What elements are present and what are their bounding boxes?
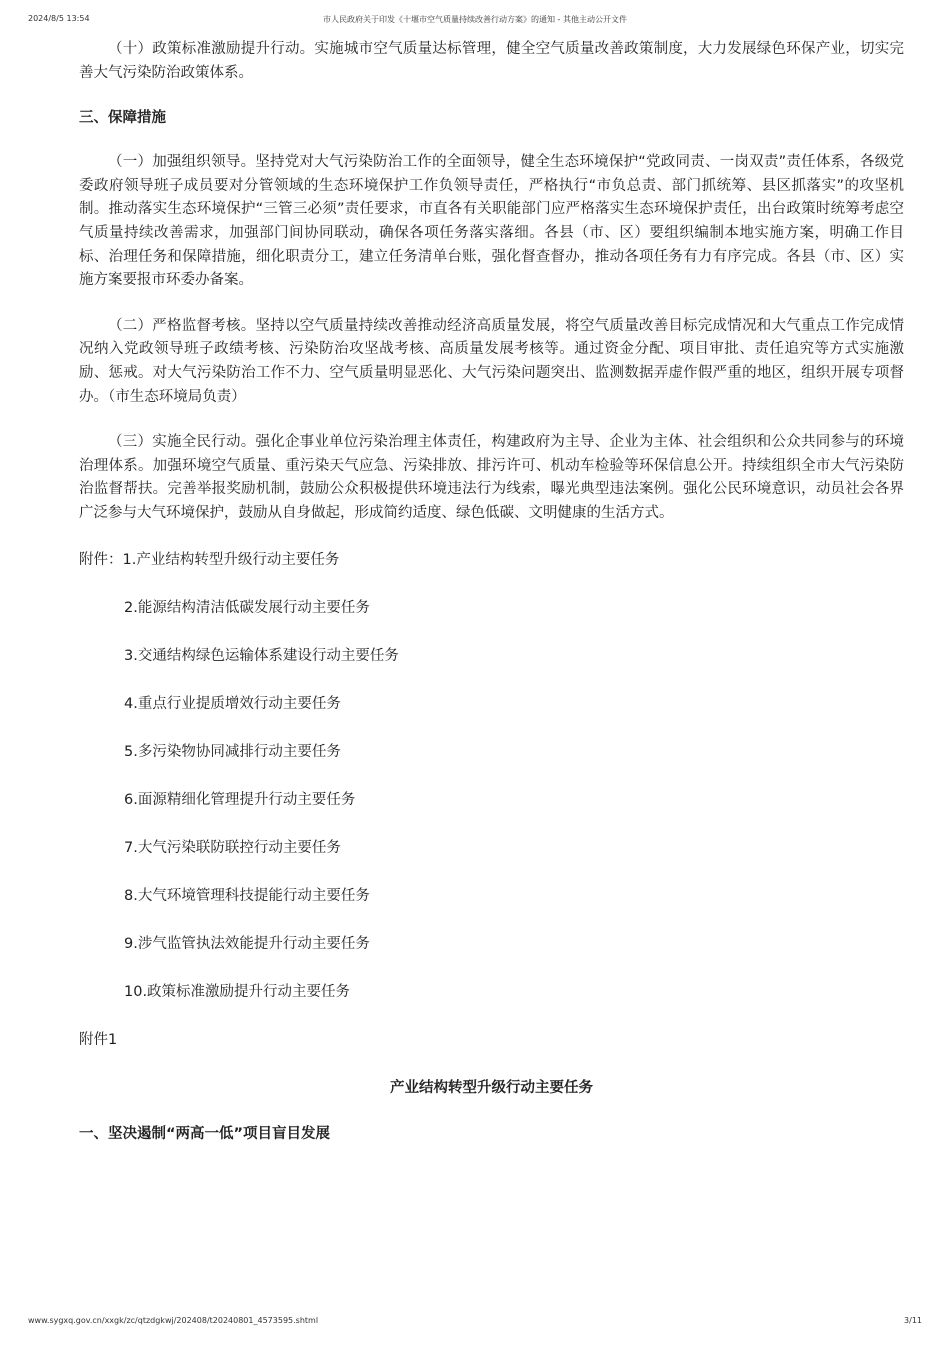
annex-section-heading: 一、坚决遏制“两高一低”项目盲目发展 bbox=[79, 1125, 331, 1142]
print-page-title: 市人民政府关于印发《十堰市空气质量持续改善行动方案》的通知 - 其他主动公开文件 bbox=[323, 15, 627, 24]
attachment-item[interactable]: 3.交通结构绿色运输体系建设行动主要任务 bbox=[124, 647, 399, 664]
document-body bbox=[79, 38, 904, 1146]
attachment-item[interactable]: 4.重点行业提质增效行动主要任务 bbox=[124, 695, 341, 712]
attachment-item[interactable]: 7.大气污染联防联控行动主要任务 bbox=[124, 839, 341, 856]
attachment-item[interactable]: 5.多污染物协同减排行动主要任务 bbox=[124, 743, 341, 760]
paragraph-policy-action: （十）政策标准激励提升行动。实施城市空气质量达标管理，健全空气质量改善政策制度，大力发展绿色环保产业，切实完善大气污染防治政策体系。 bbox=[79, 41, 904, 81]
annex-label: 附件1 bbox=[79, 1031, 118, 1048]
paragraph-public-action: （三）实施全民行动。强化企事业单位污染治理主体责任，构建政府为主导、企业为主体、社会组织和公众共同参与的环境治理体系。加强环境空气质量、重污染天气应急、污染排放、排污许可、机动车检验等环保信息公开。持续组织全市大气污染防治监督帮扶。完善举报奖励机制，鼓励公众积极提供环境违法行为线索，曝光典型违法案例。强化公民环境意识，动员社会各界广泛参与大气环境保护，鼓励从自身做起，形成简约适度、绿色低碳、文明健康的生活方式。 bbox=[79, 434, 904, 521]
attachment-item[interactable]: 6.面源精细化管理提升行动主要任务 bbox=[124, 791, 356, 808]
attachment-item[interactable]: 1.产业结构转型升级行动主要任务 bbox=[122, 551, 340, 568]
print-header bbox=[28, 14, 922, 28]
attachments-first-line bbox=[79, 548, 904, 572]
attachment-item[interactable]: 10.政策标准激励提升行动主要任务 bbox=[124, 983, 351, 1000]
page-number: 3/11 bbox=[904, 1316, 922, 1325]
paragraph-organization-leadership: （一）加强组织领导。坚持党对大气污染防治工作的全面领导，健全生态环境保护“党政同责、一岗双责”责任体系，各级党委政府领导班子成员要对分管领域的生态环境保护工作负领导责任，严格执行“市负总责、部门抓统筹、县区抓落实”的攻坚机制。推动落实生态环境保护“三管三必须”责任要求，市直各有关职能部门应严格落实生态环境保护责任，出台政策时统筹考虑空气质量持续改善需求，加强部门间协同联动，确保各项任务落实落细。各县（市、区）要组织编制本地实施方案，明确工作目标、治理任务和保障措施，细化职责分工，建立任务清单台账，强化督查督办，推动各项任务有力有序完成。各县（市、区）实施方案要报市环委办备案。 bbox=[79, 154, 904, 289]
attachment-item[interactable]: 9.涉气监管执法效能提升行动主要任务 bbox=[124, 935, 370, 952]
paragraph-supervision-assessment: （二）严格监督考核。坚持以空气质量持续改善推动经济高质量发展，将空气质量改善目标完成情况和大气重点工作完成情况纳入党政领导班子政绩考核、污染防治攻坚战考核、高质量发展考核等。通过资金分配、项目审批、责任追究等方式实施激励、惩戒。对大气污染防治工作不力、空气质量明显恶化、大气污染问题突出、监测数据弄虚作假严重的地区，组织开展专项督办。（市生态环境局负责） bbox=[79, 317, 904, 405]
annex-title: 产业结构转型升级行动主要任务 bbox=[390, 1079, 593, 1096]
attachment-item[interactable]: 8.大气环境管理科技提能行动主要任务 bbox=[124, 887, 370, 904]
print-footer bbox=[28, 1316, 922, 1330]
print-datetime: 2024/8/5 13:54 bbox=[28, 14, 90, 23]
page-url: www.sygxq.gov.cn/xxgk/zc/qtzdgkwj/202408/t20240801_4573595.shtml bbox=[28, 1316, 319, 1325]
attachment-item[interactable]: 2.能源结构清洁低碳发展行动主要任务 bbox=[124, 599, 370, 616]
attachments-label: 附件： bbox=[79, 551, 123, 568]
section-heading-safeguards: 三、保障措施 bbox=[79, 110, 166, 127]
